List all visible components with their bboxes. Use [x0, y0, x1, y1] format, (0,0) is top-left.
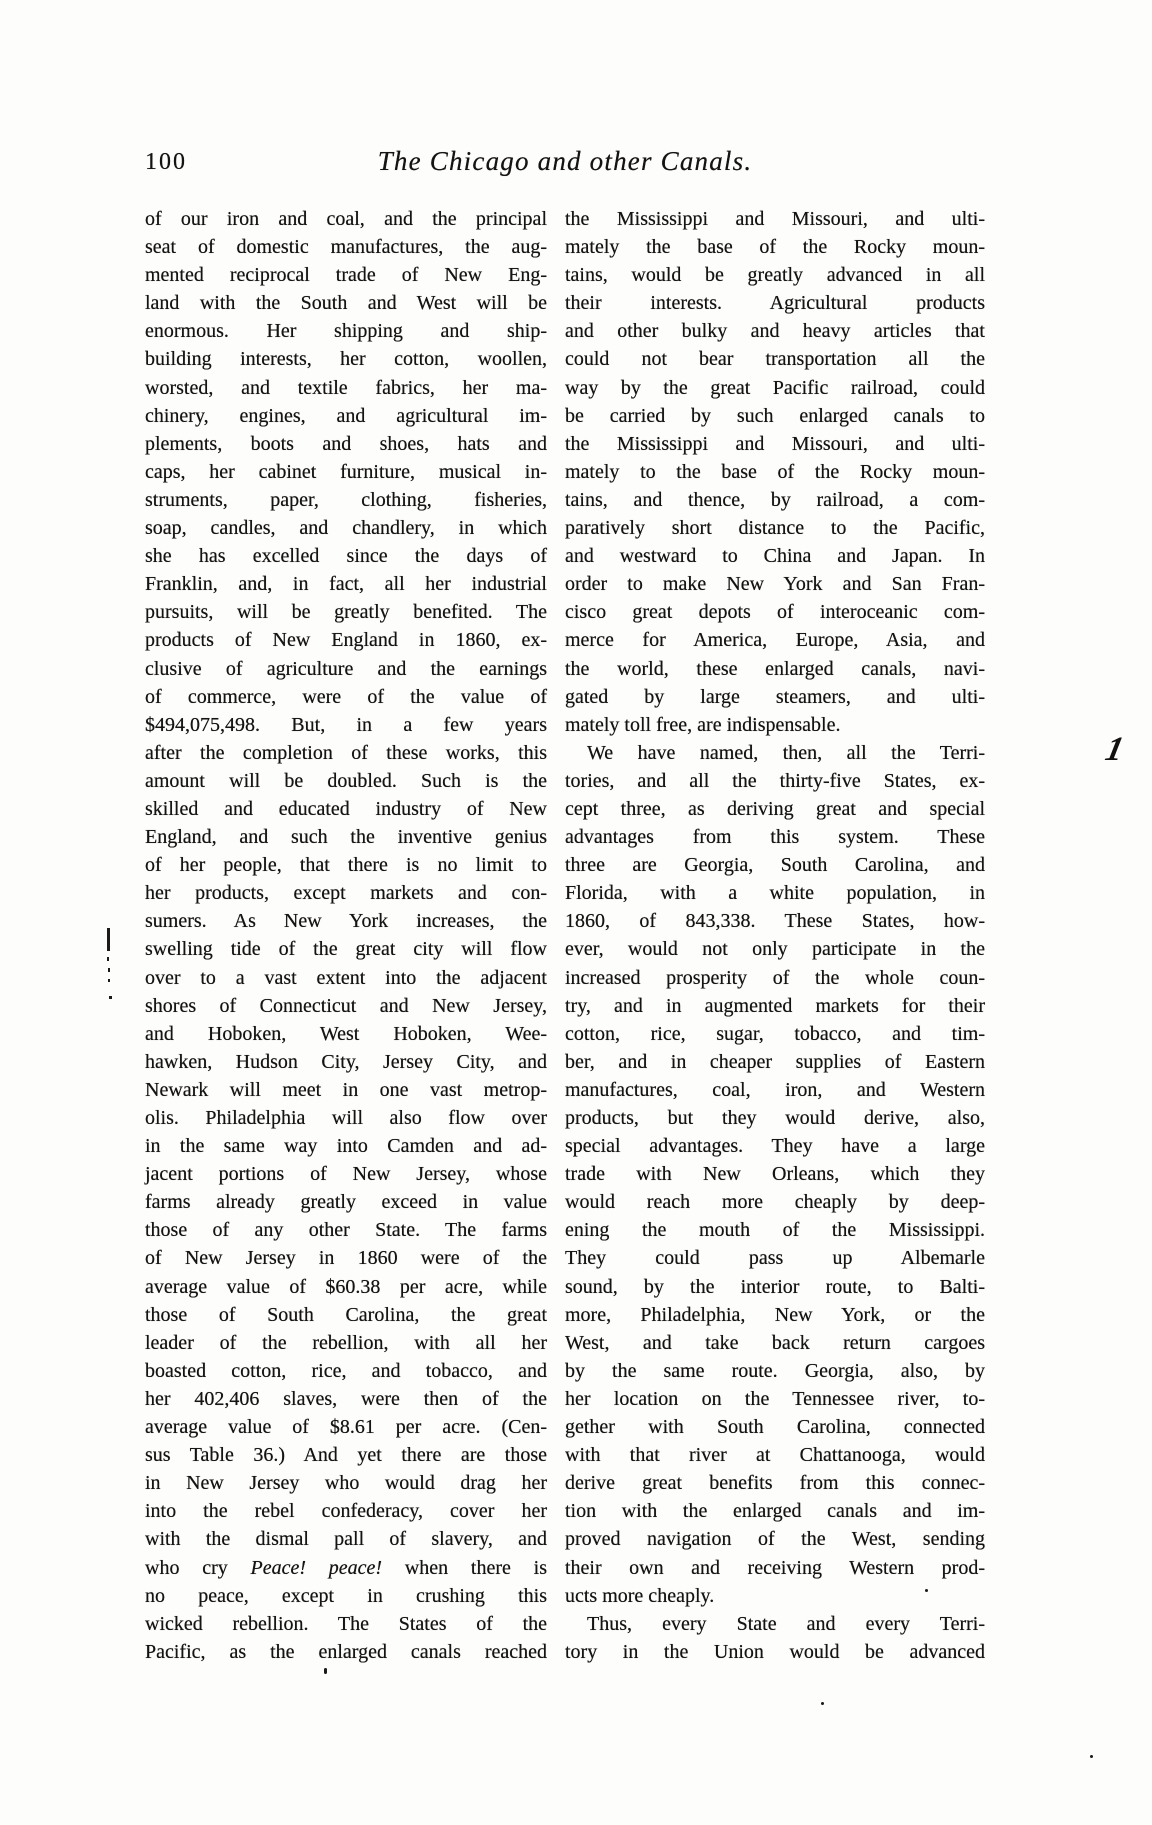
text-line: of New Jersey in 1860 were of the — [145, 1247, 547, 1270]
text-line: olis. Philadelphia will also flow over — [145, 1107, 547, 1129]
text-line: could not bear transportation all the — [565, 348, 985, 371]
text-line: sound, by the interior route, to Balti- — [565, 1275, 985, 1298]
text-line: Florida, with a white population, in — [565, 882, 985, 905]
column-left — [145, 205, 547, 1666]
text-line: Newark will meet in one vast metrop- — [145, 1078, 547, 1101]
text-line: order to make New York and San Fran- — [565, 573, 985, 596]
text-line: and westward to China and Japan. In — [565, 545, 985, 568]
text-line: jacent portions of New Jersey, whose — [145, 1163, 547, 1186]
stray-ink-dot — [109, 996, 112, 999]
text-line: would reach more cheaply by deep- — [565, 1191, 985, 1214]
text-line: special advantages. They have a large — [565, 1135, 985, 1158]
text-line: building interests, her cotton, woollen, — [145, 348, 547, 371]
text-line: her 402,406 slaves, were then of the — [145, 1387, 547, 1410]
text-line: cotton, rice, sugar, tobacco, and tim- — [565, 1022, 985, 1045]
text-line: products, but they would derive, also, — [565, 1107, 985, 1129]
scan-speck — [324, 1668, 327, 1674]
text-line: clusive of agriculture and the earnings — [145, 657, 547, 680]
text-line: sus Table 36.) And yet there are those — [145, 1444, 547, 1467]
text-line: tains, would be greatly advanced in all — [565, 264, 985, 287]
text-line: no peace, except in crushing this — [145, 1584, 547, 1607]
text-line: derive great benefits from this connec- — [565, 1472, 985, 1495]
text-line: 1860, of 843,338. These States, how- — [565, 910, 985, 933]
text-line: trade with New Orleans, which they — [565, 1163, 985, 1186]
text-line: her location on the Tennessee river, to- — [565, 1387, 985, 1410]
text-line: of her people, that there is no limit to — [145, 854, 547, 877]
text-line: West, and take back return cargoes — [565, 1331, 985, 1354]
text-line: leader of the rebellion, with all her — [145, 1331, 547, 1354]
text-line: their own and receiving Western prod- — [565, 1556, 985, 1579]
text-columns — [145, 205, 985, 1666]
text-line: $494,075,498. But, in a few years — [145, 713, 547, 736]
text-line: by the same route. Georgia, also, by — [565, 1359, 985, 1382]
text-line: ever, would not only participate in the — [565, 938, 985, 961]
handwritten-margin-stroke: 1 — [1102, 731, 1128, 768]
text-line: swelling tide of the great city will flow — [145, 938, 547, 961]
text-line: tories, and all the thirty-five States, ex- — [565, 769, 985, 792]
text-line: the Mississippi and Missouri, and ulti- — [565, 208, 985, 230]
text-line: way by the great Pacific railroad, could — [565, 376, 985, 399]
text-line: hawken, Hudson City, Jersey City, and — [145, 1050, 547, 1073]
text-line: wicked rebellion. The States of the — [145, 1612, 547, 1635]
text-line: proved navigation of the West, sending — [565, 1528, 985, 1551]
text-line: worsted, and textile fabrics, her ma- — [145, 376, 547, 399]
text-line: who cry Peace! peace! when there is — [145, 1556, 547, 1579]
text-line: tory in the Union would be advanced — [565, 1640, 985, 1663]
text-line: in New Jersey who would drag her — [145, 1472, 547, 1495]
text-line: tains, and thence, by railroad, a com- — [565, 488, 985, 511]
text-line: caps, her cabinet furniture, musical in- — [145, 460, 547, 483]
stray-ink-dot — [107, 957, 109, 961]
text-line: Franklin, and, in fact, all her industrial — [145, 573, 547, 596]
text-line: pursuits, will be greatly benefited. The — [145, 601, 547, 624]
text-line: those of South Carolina, the great — [145, 1303, 547, 1326]
text-line: chinery, engines, and agricultural im- — [145, 404, 547, 427]
text-line: average value of $8.61 per acre. (Cen- — [145, 1416, 547, 1439]
text-line: after the completion of these works, this — [145, 741, 547, 764]
scan-speck — [925, 1589, 928, 1592]
text-line: amount will be doubled. Such is the — [145, 769, 547, 792]
text-line: cisco great depots of interoceanic com- — [565, 601, 985, 624]
text-line: skilled and educated industry of New — [145, 797, 547, 820]
text-line: boasted cotton, rice, and tobacco, and — [145, 1359, 547, 1382]
text-line: gated by large steamers, and ulti- — [565, 685, 985, 708]
scan-speck — [821, 1702, 824, 1705]
text-line: plements, boots and shoes, hats and — [145, 432, 547, 455]
page-header — [145, 146, 985, 180]
text-line: mately toll free, are indispensable. — [565, 713, 841, 736]
stray-ink-dot — [108, 979, 110, 982]
text-line: she has excelled since the days of — [145, 545, 547, 568]
text-line: those of any other State. The farms — [145, 1219, 547, 1242]
text-line: ber, and in cheaper supplies of Eastern — [565, 1050, 985, 1073]
text-line: into the rebel confederacy, cover her — [145, 1500, 547, 1523]
text-line: ening the mouth of the Mississippi. — [565, 1219, 985, 1242]
text-line: mately to the base of the Rocky moun- — [565, 460, 985, 483]
text-line: struments, paper, clothing, fisheries, — [145, 488, 547, 511]
text-line: enormous. Her shipping and ship- — [145, 320, 547, 343]
text-line: and other bulky and heavy articles that — [565, 320, 985, 343]
text-line: three are Georgia, South Carolina, and — [565, 854, 985, 877]
text-line: shores of Connecticut and New Jersey, — [145, 994, 547, 1017]
text-line: mented reciprocal trade of New Eng- — [145, 264, 547, 287]
text-line: tion with the enlarged canals and im- — [565, 1500, 985, 1523]
text-line: the Mississippi and Missouri, and ulti- — [565, 432, 985, 455]
text-line: be carried by such enlarged canals to — [565, 404, 985, 427]
text-line: advantages from this system. These — [565, 826, 985, 849]
running-title: The Chicago and other Canals. — [377, 146, 753, 176]
page-number: 100 — [145, 149, 187, 175]
text-line: try, and in augmented markets for their — [565, 994, 985, 1017]
text-line: farms already greatly exceed in value — [145, 1191, 547, 1214]
text-line: Thus, every State and every Terri- — [587, 1612, 985, 1635]
text-line: soap, candles, and chandlery, in which — [145, 517, 547, 540]
text-line: ucts more cheaply. — [565, 1584, 715, 1607]
text-line: over to a vast extent into the adjacent — [145, 966, 547, 989]
text-line: Pacific, as the enlarged canals reached — [145, 1640, 547, 1663]
text-line: of commerce, were of the value of — [145, 685, 547, 708]
text-line: They could pass up Albemarle — [565, 1247, 985, 1270]
text-line: more, Philadelphia, New York, or the — [565, 1303, 985, 1326]
text-line: seat of domestic manufactures, the aug- — [145, 236, 547, 259]
text-line: increased prosperity of the whole coun- — [565, 966, 985, 989]
text-line: with the dismal pall of slavery, and — [145, 1528, 547, 1551]
scan-speck — [1090, 1755, 1093, 1758]
text-line: of our iron and coal, and the principal — [145, 208, 547, 230]
text-line: manufactures, coal, iron, and Western — [565, 1078, 985, 1101]
text-line: merce for America, Europe, Asia, and — [565, 629, 985, 652]
text-line: cept three, as deriving great and special — [565, 797, 985, 820]
stray-ink-bar — [107, 928, 110, 951]
stray-ink-dot — [108, 968, 110, 972]
text-line: gether with South Carolina, connected — [565, 1416, 985, 1439]
text-line: paratively short distance to the Pacific, — [565, 517, 985, 540]
text-line: land with the South and West will be — [145, 292, 547, 315]
text-line: average value of $60.38 per acre, while — [145, 1275, 547, 1298]
text-line: England, and such the inventive genius — [145, 826, 547, 849]
text-line: the world, these enlarged canals, navi- — [565, 657, 985, 680]
text-line: with that river at Chattanooga, would — [565, 1444, 985, 1467]
text-line: their interests. Agricultural products — [565, 292, 985, 315]
text-line: in the same way into Camden and ad- — [145, 1135, 547, 1158]
text-line: products of New England in 1860, ex- — [145, 629, 547, 652]
column-right — [565, 205, 985, 1666]
text-line: mately the base of the Rocky moun- — [565, 236, 985, 259]
text-line: sumers. As New York increases, the — [145, 910, 547, 933]
text-line: We have named, then, all the Terri- — [587, 741, 985, 764]
text-line: her products, except markets and con- — [145, 882, 547, 905]
text-line: and Hoboken, West Hoboken, Wee- — [145, 1022, 547, 1045]
